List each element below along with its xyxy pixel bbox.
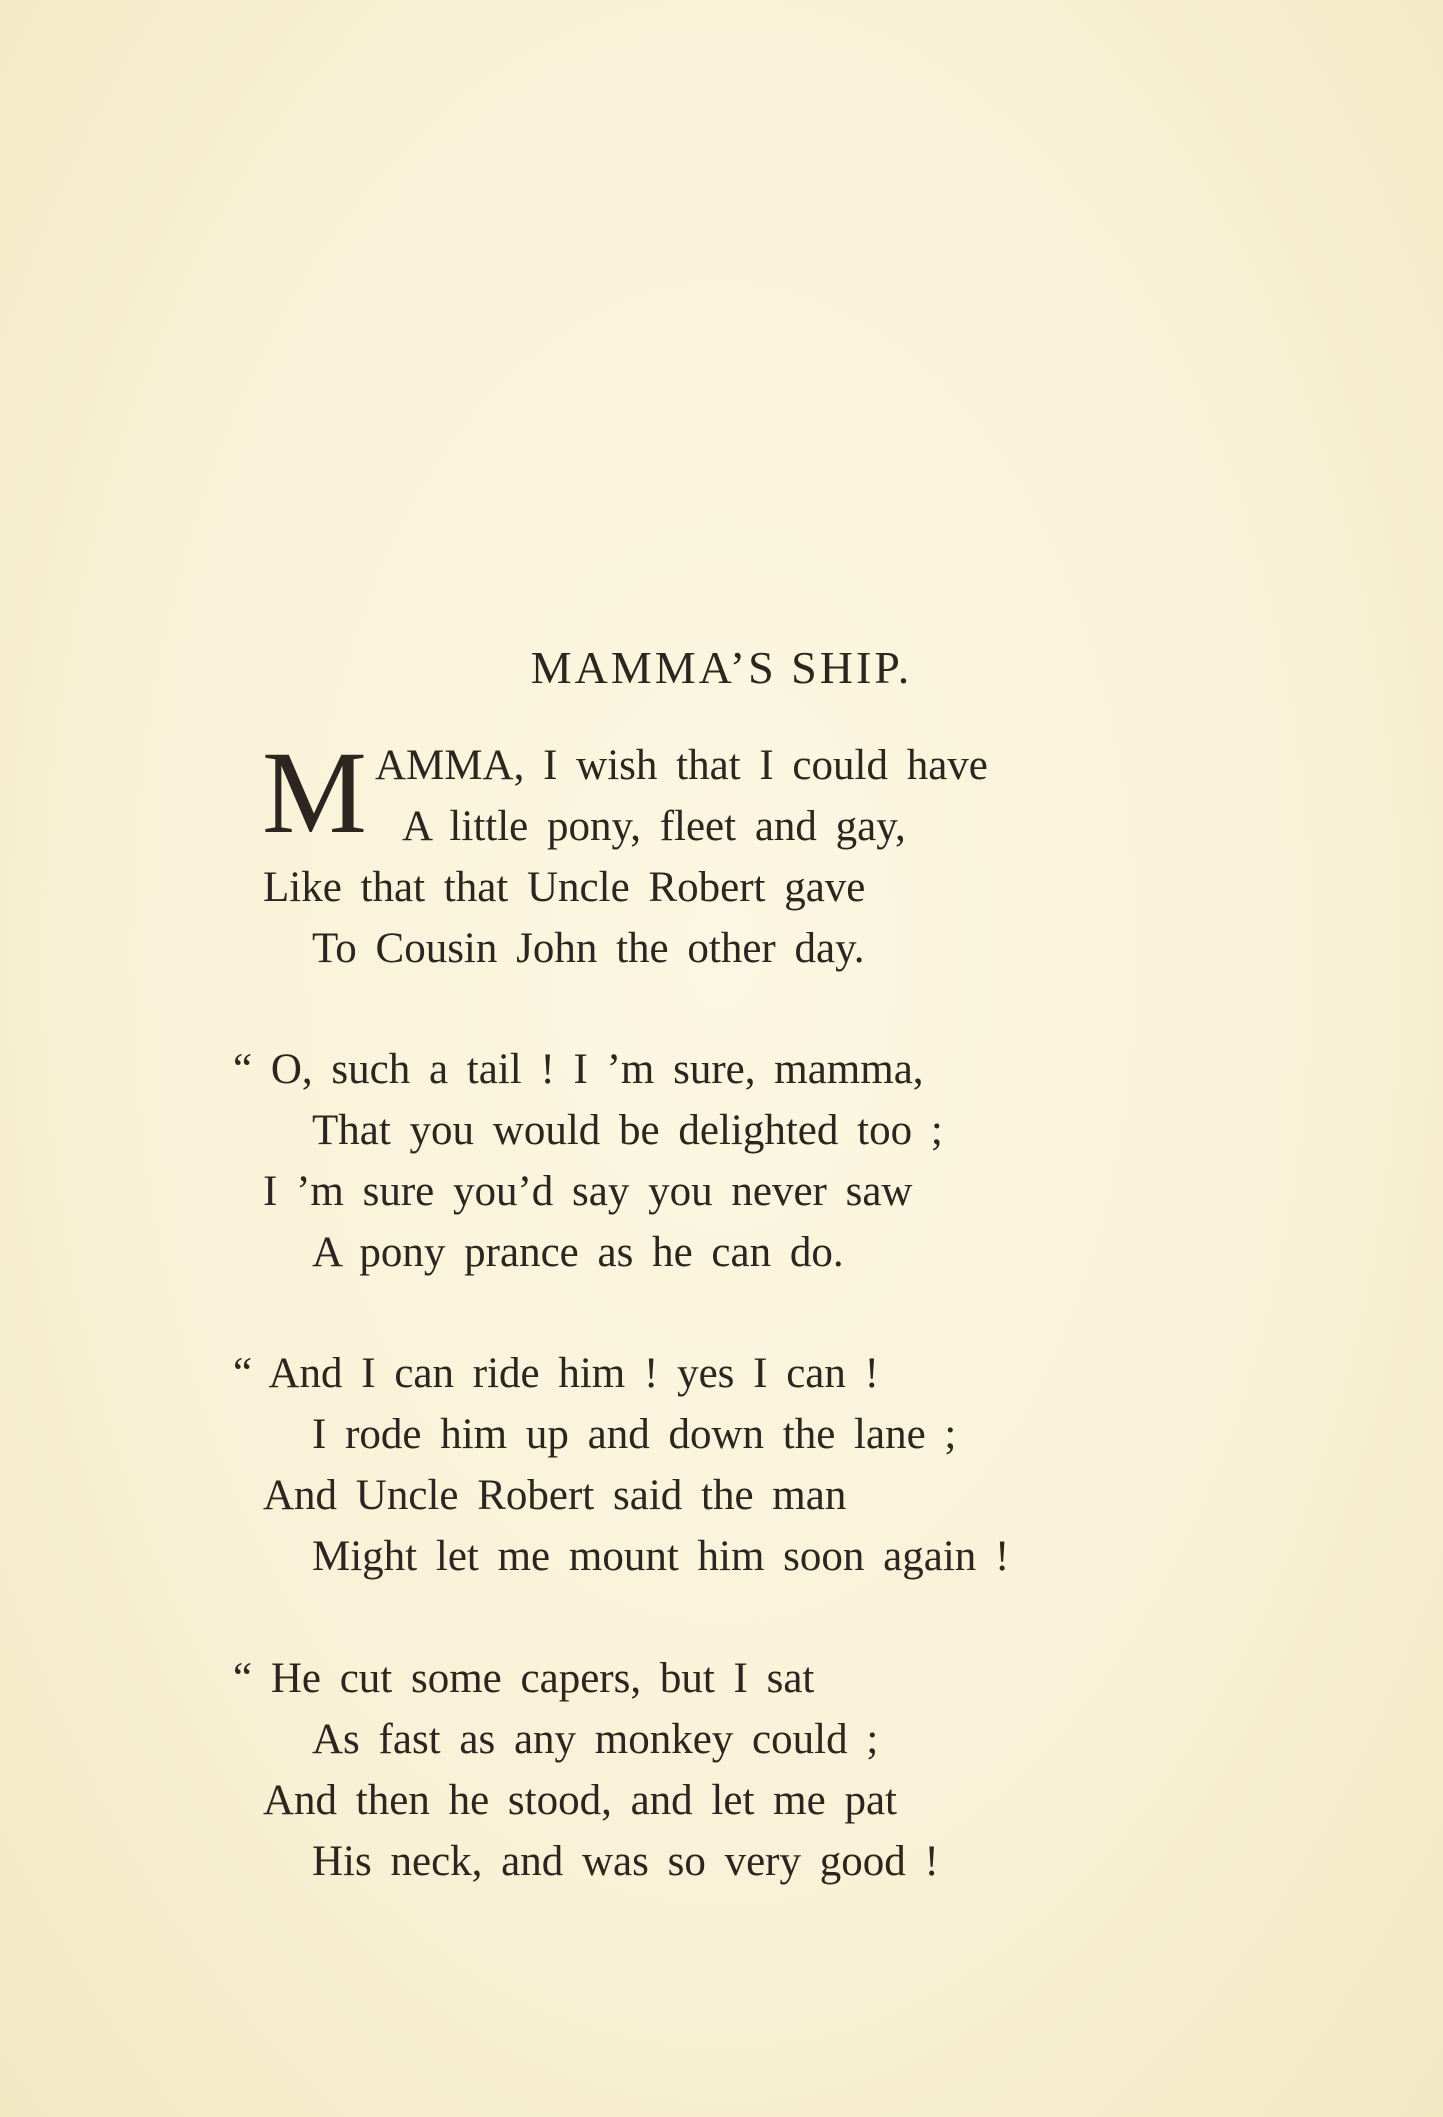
stanza-2-line-3: I ’m sure you’d say you never saw <box>263 1168 913 1215</box>
stanza-3-line-1: “ And I can ride him ! yes I can ! <box>233 1350 879 1397</box>
poem-title: MAMMA’S SHIP. <box>530 642 913 693</box>
stanza-4-line-1: “ He cut some capers, but I sat <box>233 1655 815 1702</box>
stanza-2-line-2: That you would be delighted too ; <box>312 1107 943 1154</box>
stanza-1-line-1: AMMA, I wish that I could have <box>375 742 988 789</box>
stanza-3-line-3: And Uncle Robert said the man <box>263 1472 847 1519</box>
stanza-2-line-4: A pony prance as he can do. <box>312 1229 844 1276</box>
stanza-1-line-3: Like that that Uncle Robert gave <box>263 864 866 911</box>
stanza-3-line-2: I rode him up and down the lane ; <box>312 1411 957 1458</box>
drop-cap: M <box>262 738 367 850</box>
stanza-4-line-2: As fast as any monkey could ; <box>312 1716 879 1763</box>
stanza-3-line-4: Might let me mount him soon again ! <box>312 1533 1010 1580</box>
stanza-1-line-2: A little pony, fleet and gay, <box>402 803 906 850</box>
stanza-1-line-4: To Cousin John the other day. <box>312 925 865 972</box>
stanza-2-line-1: “ O, such a tail ! I ’m sure, mamma, <box>233 1046 924 1093</box>
stanza-4-line-4: His neck, and was so very good ! <box>312 1838 939 1885</box>
stanza-4-line-3: And then he stood, and let me pat <box>263 1777 897 1824</box>
